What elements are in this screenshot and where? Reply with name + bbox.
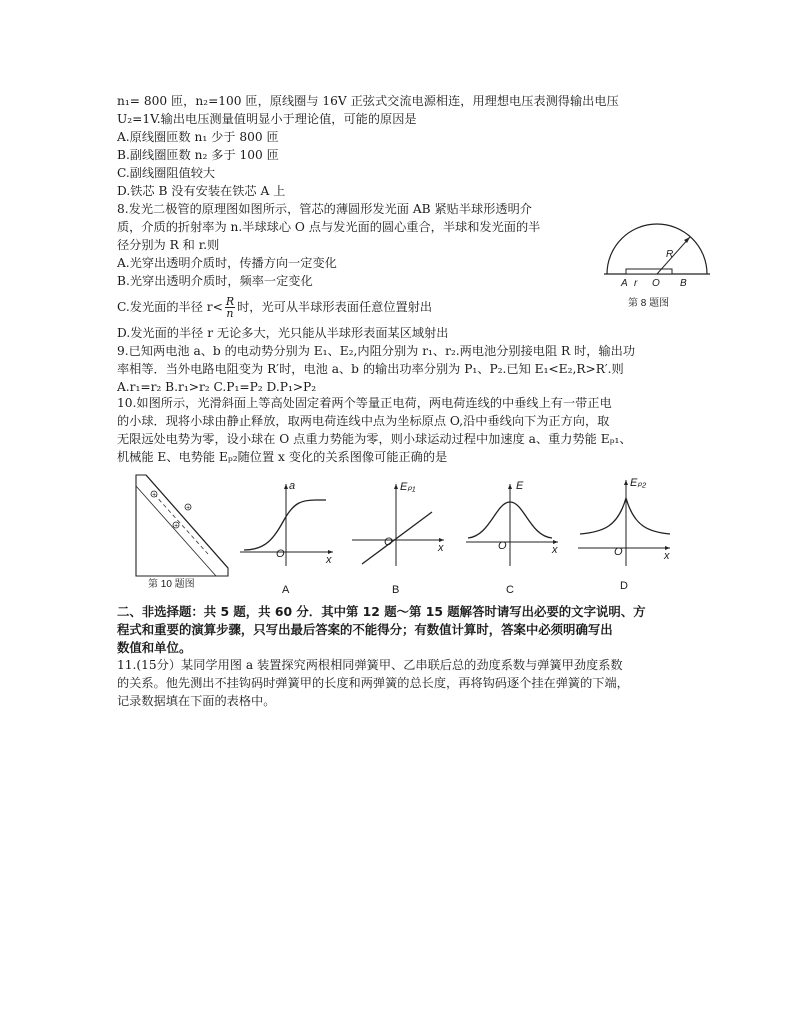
- figure-8: [604, 216, 710, 308]
- graph-b: [348, 480, 448, 595]
- graph-c-ylabel: E: [516, 480, 524, 492]
- label-R: R: [666, 249, 674, 260]
- graph-c-origin: O: [498, 540, 507, 552]
- section-heading-line: 二、非选择题：共 5 题，共 60 分．其中第 12 题～第 15 题解答时请写出必要的文字说明、方: [117, 604, 646, 619]
- text-line: 8.发光二极管的原理图如图所示，管芯的薄圆形发光面 AB 紧贴半球形透明介: [117, 202, 532, 216]
- graph-d-xlabel: x: [664, 550, 670, 562]
- graph-a-ylabel: a: [289, 480, 296, 492]
- text-line: A.r₁=r₂ B.r₁>r₂ C.P₁=P₂ D.P₁>P₂: [117, 380, 317, 394]
- fraction-numerator: R: [225, 295, 235, 308]
- label-B: B: [680, 278, 687, 289]
- text-line: 机械能 E、电势能 Eₚ₂随位置 x 变化的关系图像可能正确的是: [117, 450, 448, 464]
- question-11-line: 11.(15分）某同学用图 a 装置探究两根相同弹簧甲、乙串联后总的劲度系数与弹簧甲劲度系数: [117, 658, 623, 672]
- figure-10: [134, 472, 230, 592]
- text-line: A.光穿出透明介质时，传播方向一定变化: [117, 256, 337, 270]
- figure-10-caption: 第 10 题图: [148, 579, 195, 590]
- fraction: [225, 296, 235, 319]
- text-line: A.原线圈匝数 n₁ 少于 800 匝: [117, 130, 279, 144]
- figure-8-caption: 第 8 题图: [628, 298, 670, 309]
- question-11-line: 记录数据填在下面的表格中。: [117, 694, 276, 708]
- question-11-line: 的关系。他先测出不挂钩码时弹簧甲的长度和两弹簧的总长度，再将钩码逐个挂在弹簧的下端，: [117, 676, 629, 690]
- graph-d-letter: D: [620, 580, 628, 592]
- graph-a: [236, 480, 336, 595]
- graph-d-origin: O: [614, 546, 623, 558]
- graph-a-plot: [236, 480, 336, 570]
- text-line: 径分别为 R 和 r.则: [117, 238, 220, 252]
- graph-c-letter: C: [506, 584, 514, 596]
- label-O: O: [652, 278, 660, 289]
- hemisphere-diagram: [604, 216, 710, 286]
- svg-text:+: +: [186, 505, 191, 511]
- graph-c-plot: [462, 480, 562, 570]
- graph-d: [574, 476, 674, 595]
- graph-a-letter: A: [282, 584, 290, 596]
- text-line: D.发光面的半径 r 无论多大，光只能从半球形表面某区域射出: [117, 326, 449, 340]
- text-line: 质，介质的折射率为 n.半球球心 O 点与发光面的圆心重合，半球和发光面的半: [117, 220, 541, 234]
- fraction-denominator: n: [226, 307, 234, 320]
- text-line: D.铁芯 B 没有安装在铁芯 A 上: [117, 184, 286, 198]
- graph-d-plot: [574, 476, 674, 570]
- graph-c-xlabel: x: [552, 544, 558, 556]
- incline-diagram: [134, 472, 230, 578]
- graph-a-origin: O: [276, 548, 285, 560]
- svg-text:+: +: [152, 492, 157, 498]
- svg-text:+: +: [174, 523, 179, 529]
- graph-b-letter: B: [392, 584, 400, 596]
- text-line: B.光穿出透明介质时，频率一定变化: [117, 274, 313, 288]
- text-line: 的小球．现将小球由静止释放，取两电荷连线中点为坐标原点 O,沿中垂线向下为正方向，取: [117, 414, 610, 428]
- graph-b-ylabel: Eₚ₁: [400, 481, 416, 493]
- section-heading-line: 程式和重要的演算步骤，只写出最后答案的不能得分；有数值计算时，答案中必须明确写出: [117, 622, 613, 637]
- graph-b-origin: O: [384, 536, 393, 548]
- text-line: 9.已知两电池 a、b 的电动势分别为 E₁、E₂,内阻分别为 r₁、r₂.两电池分别接电阻 R 时，输出功: [117, 344, 636, 358]
- option-c-prefix: C.发光面的半径 r<: [117, 300, 223, 314]
- text-line: n₁= 800 匝，n₂=100 匝，原线圈与 16V 正弦式交流电源相连，用理想电压表测得输出电压: [117, 94, 619, 108]
- graph-c: [462, 480, 562, 595]
- label-r: r: [634, 278, 638, 289]
- graph-b-plot: [348, 480, 448, 570]
- section-heading-line: 数值和单位。: [117, 640, 192, 655]
- text-line: B.副线圈匝数 n₂ 多于 100 匝: [117, 148, 279, 162]
- text-line: 率相等．当外电路电阻变为 R′时，电池 a、b 的输出功率分别为 P₁、P₂.已知 E₁<E₂,R>R′.则: [117, 362, 624, 376]
- label-A: A: [621, 278, 628, 289]
- text-line: C.副线圈阻值较大: [117, 166, 216, 180]
- text-line: 10.如图所示，光滑斜面上等高处固定着两个等量正电荷，两电荷连线的中垂线上有一带正电: [117, 396, 612, 410]
- graph-b-xlabel: x: [438, 542, 444, 554]
- text-line: 无限远处电势为零，设小球在 O 点重力势能为零，则小球运动过程中加速度 a、重力势能 Eₚ₁、: [117, 432, 632, 446]
- text-line: U₂=1V.输出电压测量值明显小于理论值，可能的原因是: [117, 112, 417, 126]
- graph-a-xlabel: x: [326, 554, 332, 566]
- option-c-suffix: 时，光可从半球形表面任意位置射出: [237, 300, 433, 314]
- graph-d-ylabel: Eₚ₂: [630, 477, 647, 489]
- option-c-line: [117, 296, 432, 319]
